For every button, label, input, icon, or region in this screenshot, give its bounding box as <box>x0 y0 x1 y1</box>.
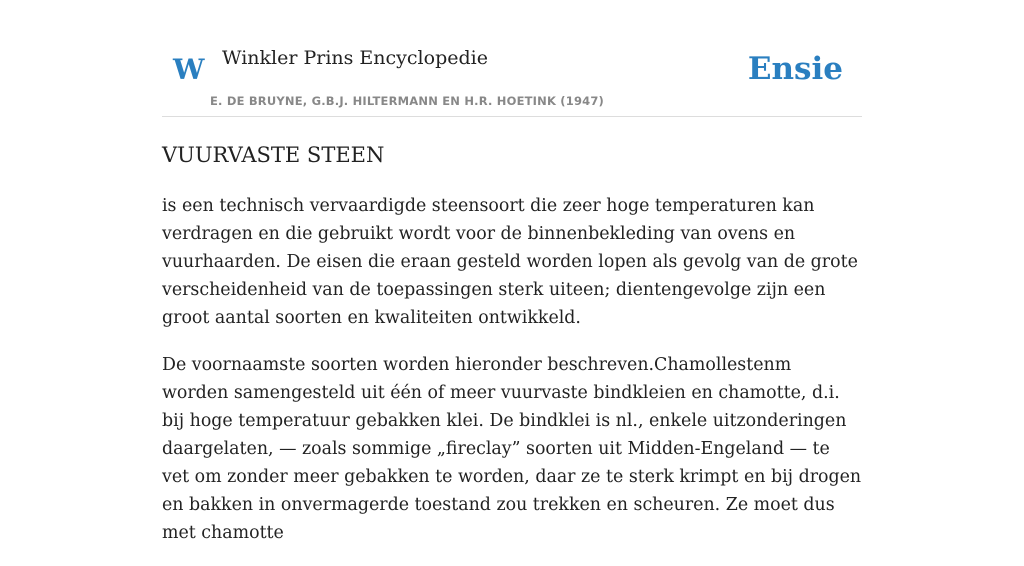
entry-authors: E. DE BRUYNE, G.B.J. HILTERMANN EN H.R. HOETINK (1947) <box>210 94 605 108</box>
ensie-logo[interactable]: Ensie <box>747 51 843 87</box>
site-title[interactable]: Winkler Prins Encyclopedie <box>222 47 488 69</box>
page <box>162 0 862 543</box>
winkler-prins-logo[interactable]: W <box>173 53 205 86</box>
entry-body <box>162 192 862 566</box>
entry-title: VUURVASTE STEEN <box>162 143 385 167</box>
site-header <box>162 0 862 117</box>
entry-paragraph: is een technisch vervaardigde steensoort die zeer hoge temperaturen kan verdragen en die gebruikt wordt voor de binnenbekleding van ovens en vuurhaarden. De eisen die eraan gesteld worden lopen als gevolg van de grote verscheidenheid van de toepassingen sterk uiteen; dientengevolge zijn een groot aantal soorten en kwaliteiten ontwikkeld. <box>162 196 858 328</box>
entry-paragraph: De voornaamste soorten worden hieronder beschreven.Chamollestenm worden samengesteld uit één of meer vuurvaste bindkleien en chamotte, d.i. bij hoge temperatuur gebakken klei. De bindklei is nl., enkele uitzonderingen daargelaten, — zoals sommige „fireclay” soorten uit Midden-Engeland — te vet om zonder meer gebakken te worden, daar ze te sterk krimpt en bij drogen en bakken in onvermagerde toestand zou trekken en scheuren. Ze moet dus met chamotte <box>162 355 862 543</box>
